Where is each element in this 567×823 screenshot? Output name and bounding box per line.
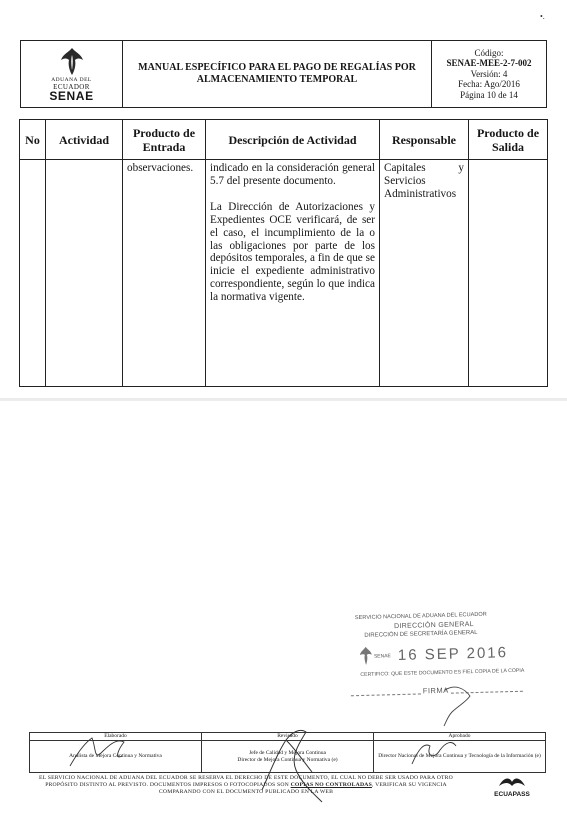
condor-emblem-icon bbox=[59, 46, 85, 76]
process-table bbox=[19, 119, 548, 387]
cell-responsable: Capitales y Servicios Administrativos bbox=[380, 160, 469, 387]
stamp-logo-icon bbox=[358, 645, 395, 670]
logo-line-1: ADUANA DEL bbox=[51, 77, 92, 83]
cell-actividad bbox=[46, 160, 123, 387]
col-header-responsable: Responsable bbox=[380, 120, 469, 160]
cell-producto-salida bbox=[469, 160, 548, 387]
ecuapass-logo bbox=[486, 774, 538, 798]
version: Versión: 4 bbox=[470, 68, 508, 79]
signoff-table bbox=[29, 732, 546, 773]
logo-line-2: ECUADOR bbox=[53, 83, 90, 91]
footer-text-2: , VERIFICAR SU VIGENCIA COMPARANDO CON EL DOCUMENTO PUBLICADO EN LA WEB bbox=[158, 782, 447, 795]
pagina: Página 10 de 14 bbox=[460, 89, 518, 100]
senae-logo bbox=[21, 41, 123, 107]
certification-stamp bbox=[349, 611, 526, 708]
col-header-no: No bbox=[20, 120, 46, 160]
col-header-actividad: Actividad bbox=[46, 120, 123, 160]
stamp-dash-left bbox=[351, 693, 421, 696]
cell-no bbox=[20, 160, 46, 387]
document-title: MANUAL ESPECÍFICO PARA EL PAGO DE REGALÍAS POR ALMACENAMIENTO TEMPORAL bbox=[123, 41, 432, 107]
cell-descripcion bbox=[206, 160, 380, 387]
aprobado-text: Director Nacional de Mejora Continua y Tecnología de la Información (e) bbox=[378, 753, 541, 760]
descripcion-paragraph-1: indicado en la consideración general 5.7 del presente documento. bbox=[210, 162, 375, 187]
col-header-descripcion: Descripción de Actividad bbox=[206, 120, 380, 160]
ecuapass-wing-icon bbox=[497, 774, 527, 788]
footer-disclaimer bbox=[26, 775, 466, 796]
col-header-producto-entrada: Producto de Entrada bbox=[123, 120, 206, 160]
table-header-row bbox=[20, 120, 548, 160]
signoff-value-row bbox=[30, 741, 546, 773]
stamp-date: 16 SEP 2016 bbox=[397, 644, 509, 665]
corner-mark: •. bbox=[540, 12, 545, 21]
descripcion-paragraph-2: La Dirección de Autorizaciones y Expedientes OCE verificará, de ser el caso, el incumplimiento de la o las obligaciones por parte de los depósitos temporales, a fin de que se inicie el expediente administrativo correspondiente, según lo que indica la normativa vigente. bbox=[210, 200, 375, 304]
revisado-label: Revisado bbox=[202, 733, 374, 741]
signoff-header-row bbox=[30, 733, 546, 741]
aprobado-role bbox=[374, 741, 546, 773]
codigo-label: Código: bbox=[474, 47, 504, 58]
table-row bbox=[20, 160, 548, 387]
stamp-line-2: DIRECCIÓN GENERAL bbox=[394, 621, 474, 631]
stamp-line-3: DIRECCIÓN DE SECRETARÍA GENERAL bbox=[364, 629, 478, 639]
scan-shadow bbox=[0, 398, 567, 401]
col-header-producto-salida: Producto de Salida bbox=[469, 120, 548, 160]
elaborado-text: Analista de Mejora Continua y Normativa bbox=[69, 753, 162, 760]
revisado-line-2: Director de Mejora Continua y Normativa (e) bbox=[237, 756, 338, 763]
cell-producto-entrada: observaciones. bbox=[123, 160, 206, 387]
codigo-value: SENAE-MEE-2-7-002 bbox=[446, 58, 532, 69]
stamp-firma: FIRMA bbox=[422, 685, 449, 696]
stamp-dash-right bbox=[451, 691, 523, 694]
logo-line-3: SENAE bbox=[49, 89, 94, 103]
fecha: Fecha: Ago/2016 bbox=[458, 79, 520, 90]
stamp-logo-text: SENAE bbox=[373, 653, 391, 660]
document-meta bbox=[432, 41, 546, 107]
elaborado-label: Elaborado bbox=[30, 733, 202, 741]
elaborado-role bbox=[30, 741, 202, 773]
aprobado-label: Aprobado bbox=[374, 733, 546, 741]
revisado-line-1: Jefe de Calidad y Mejora Continua bbox=[249, 750, 326, 757]
footer-text-1: EL SERVICIO NACIONAL DE ADUANA DEL ECUADOR SE RESERVA EL DERECHO DE ESTE DOCUMENTO, EL CUAL NO DEBE SER USADO PARA OTRO PROPÓSITO DISTINTO AL PREVISTO. DOCUMENTOS IMPRESOS O FOTOCOPIADOS SON bbox=[39, 775, 453, 788]
footer-emphasis: COPIAS NO CONTROLADAS bbox=[290, 782, 372, 788]
stamp-certifico: CERTIFICO: QUE ESTE DOCUMENTO ES FIEL COPIA DE LA COPIA bbox=[360, 667, 525, 679]
stamp-line-1: SERVICIO NACIONAL DE ADUANA DEL ECUADOR bbox=[354, 611, 487, 622]
document-header bbox=[20, 40, 547, 108]
ecuapass-text: ECUAPASS bbox=[494, 791, 530, 798]
revisado-role bbox=[202, 741, 374, 773]
